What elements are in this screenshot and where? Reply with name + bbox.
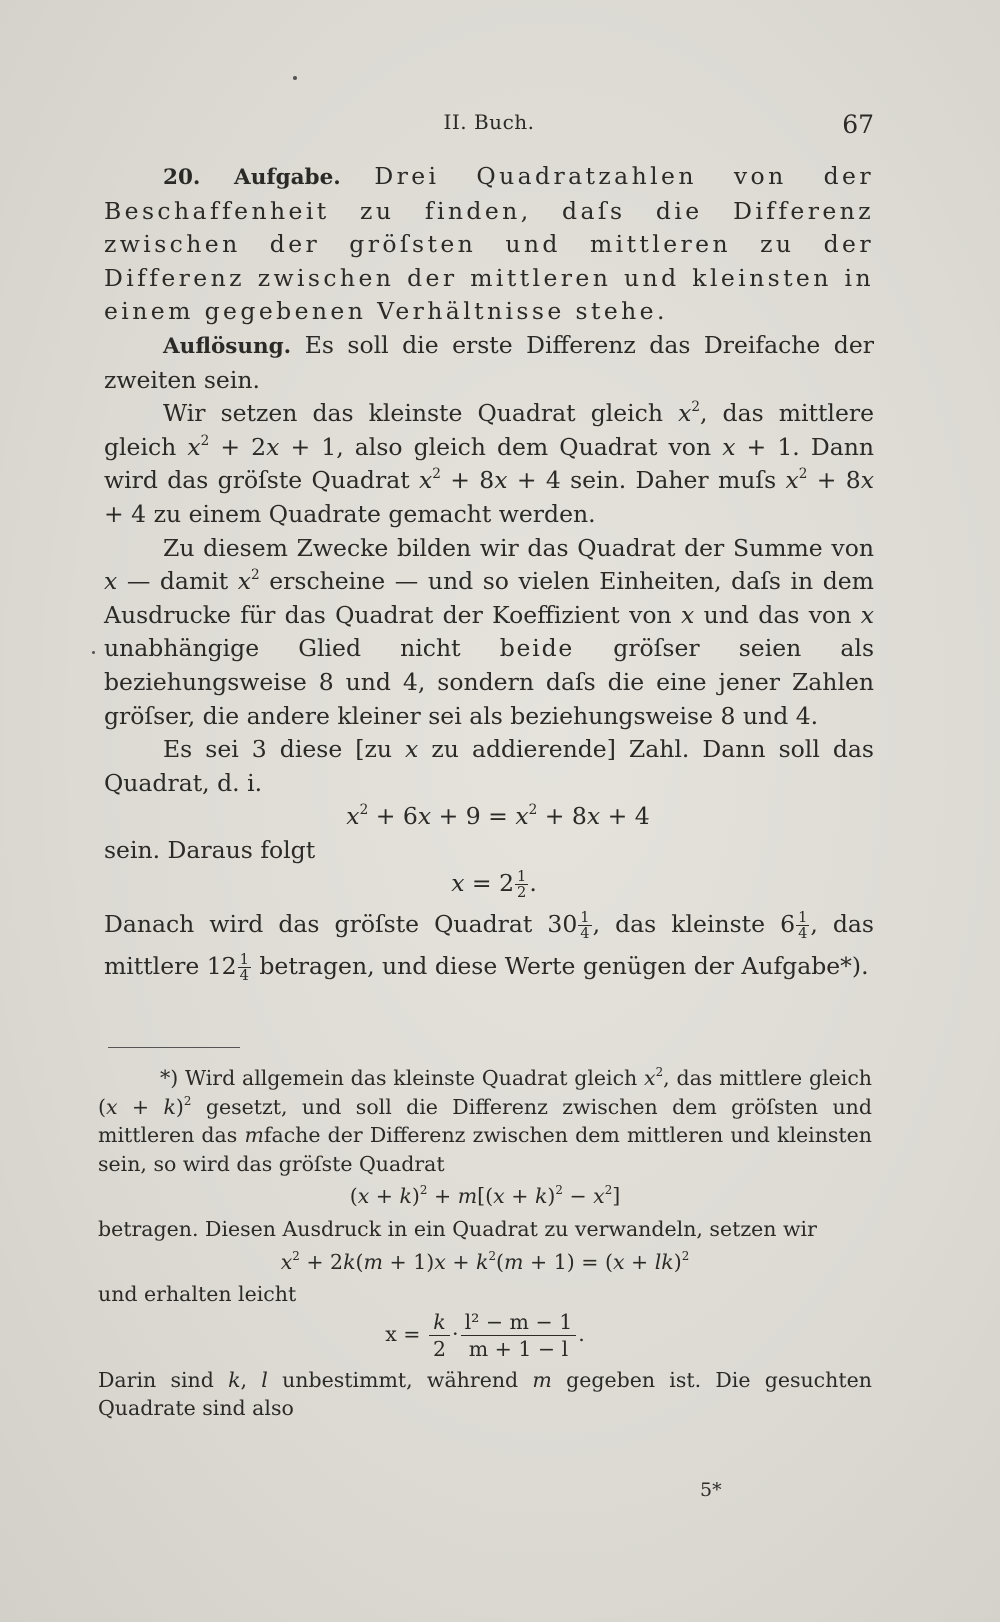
problem-label: 20. Aufgabe.: [163, 165, 341, 190]
result-paragraph: Danach wird das gröſste Quadrat 30 $\frac{1}{4}$ , das kleinste 6 $\frac{1}{4}$ , das mittlere 12 $\frac{1}{4}$ betragen, und diese Werte genügen der Aufgabe*).: [104, 908, 874, 985]
footnote-paragraph-4: Darin sind k, l unbestimmt, während m gegeben ist. Die gesuchten Quadrate sind also: [98, 1367, 872, 1421]
equation-2: x = 2 $\frac{1}{2}$ .: [451, 868, 537, 902]
equation-1: $x^2 + 6x + 9 = x^2 + 8x + 4$: [346, 802, 650, 831]
solution-label: Auflösung.: [163, 333, 292, 359]
method-paragraph: Zu diesem Zwecke bilden wir das Quadrat der Summe von x — damit $x^2$ erscheine — und so vielen Einheiten, daſs in dem Ausdrucke für das Quadrat der Koeffizient von x und das von x unabhängige Glied nicht beide gröſser seien als beziehungsweise 8 und 4, sondern daſs die eine jener Zahlen gröſser, die andere kleiner sei als beziehungsweise 8 und 4.: [104, 533, 874, 730]
footnote-equation-2: $x^2 + 2k(m + 1)x + k^2(m + 1) = (x + lk)^2$: [280, 1248, 690, 1274]
conclusion-line: sein. Daraus folgt: [104, 835, 316, 864]
print-speck: [293, 76, 297, 80]
footnote-paragraph-2: betragen. Diesen Ausdruck in ein Quadrat zu verwandeln, setzen wir: [98, 1216, 817, 1241]
page-header: [104, 110, 874, 140]
solution-paragraph: Auflösung. Es soll die erste Differenz das Dreifache der zweiten sein.: [104, 330, 874, 394]
footnote-rule: [108, 1047, 240, 1048]
main-text: [104, 160, 874, 987]
setup-paragraph: Wir setzen das kleinste Quadrat gleich $x^2$, das mittlere gleich $x^2 + 2x + 1$, also gleich dem Quadrat von x + 1. Dann wird das gröſste Quadrat $x^2 + 8x + 4$ sein. Daher muſs $x^2 + 8x + 4$ zu einem Quadrate gemacht werden.: [104, 398, 874, 528]
fraction-half: $\frac{1}{2}$: [517, 868, 527, 902]
footnote: [98, 1064, 872, 1423]
page-number: 67: [842, 110, 874, 139]
footnote-equation-1: $(x + k)^2 + m[(x + k)^2 - x^2]$: [349, 1183, 621, 1209]
footnote-equation-3: x = $\frac{k}{2}$ · $\frac{\text{l² − m − 1}}{m + 1 - l}$ .: [385, 1309, 585, 1361]
print-speck: [92, 651, 95, 654]
problem-statement: Drei Quadratzahlen von der Beschaffenheit zu finden, daſs die Differenz zwischen der gröſsten und mittleren zu der Differenz zwischen der mittleren und kleinsten in einem gegebenen Verhältnisse stehe.: [104, 162, 874, 326]
choice-paragraph: Es sei 3 diese [zu x zu addierende] Zahl. Dann soll das Quadrat, d. i.: [104, 735, 874, 797]
running-title: II. Buch.: [443, 110, 535, 134]
problem-paragraph: [104, 160, 874, 329]
footnote-paragraph-3: und erhalten leicht: [98, 1282, 297, 1307]
footnote-paragraph-1: *) Wird allgemein das kleinste Quadrat gleich $x^2$, das mittlere gleich $(x + k)^2$ gesetzt, und soll die Differenz zwischen dem gröſsten und mittleren das mfache der Differenz zwischen dem mittleren und kleinsten sein, so wird das gröſste Quadrat: [98, 1065, 872, 1176]
signature-mark: 5*: [700, 1479, 722, 1501]
